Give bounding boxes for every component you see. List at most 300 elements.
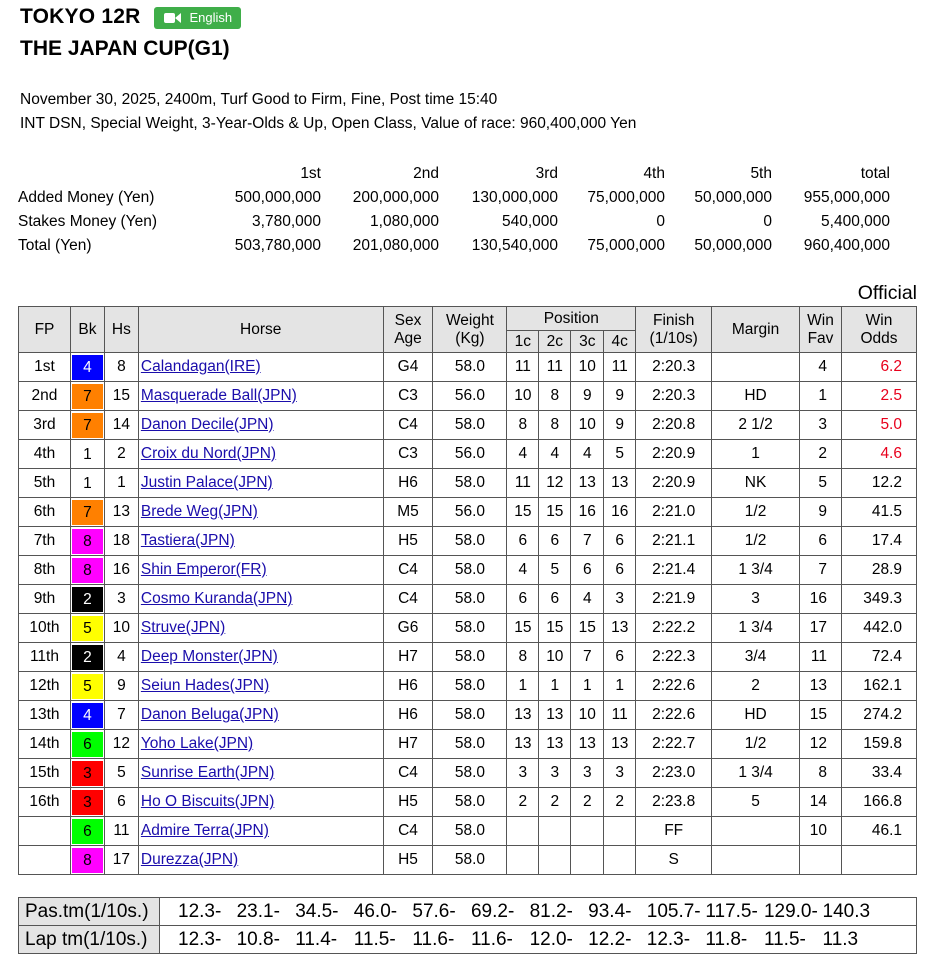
lap-time-value: 10.8- (236, 928, 280, 950)
win-odds-cell: 28.9 (841, 556, 916, 585)
margin-header: Margin (712, 307, 800, 353)
corner2-cell: 2 (539, 788, 571, 817)
corner1-cell: 13 (507, 701, 539, 730)
finish-cell: 2:20.3 (636, 382, 712, 411)
bracket-badge: 8 (72, 529, 103, 554)
hs-cell: 2 (104, 440, 138, 469)
fp-cell: 13th (19, 701, 71, 730)
race-conditions-line1: November 30, 2025, 2400m, Turf Good to Firm, Fine, Post time 15:40 (20, 91, 498, 108)
horse-link[interactable]: Danon Decile(JPN) (140, 416, 274, 433)
sex-age-cell: C4 (383, 556, 433, 585)
hs-cell: 1 (104, 469, 138, 498)
table-row (19, 353, 917, 382)
corner3-cell: 7 (571, 527, 604, 556)
corner1-cell: 6 (507, 585, 539, 614)
horse-link[interactable]: Tastiera(JPN) (140, 532, 235, 549)
hs-cell: 14 (104, 411, 138, 440)
horse-link[interactable]: Masquerade Ball(JPN) (140, 387, 297, 404)
corner2-cell (539, 846, 571, 875)
horse-cell (138, 382, 383, 411)
weight-unit: (Kg) (455, 329, 485, 347)
win-fav-header (800, 307, 842, 353)
finish-cell: 2:20.9 (636, 440, 712, 469)
prize-cell: 75,000,000 (587, 189, 665, 206)
horse-link[interactable]: Croix du Nord(JPN) (140, 445, 277, 462)
win-fav-cell: 1 (800, 382, 842, 411)
corner3-cell: 10 (571, 411, 604, 440)
finish-cell: 2:23.8 (636, 788, 712, 817)
win-odds-cell (841, 846, 916, 875)
bk-cell (70, 614, 104, 643)
passing-time-value: 81.2- (529, 900, 573, 922)
bracket-badge: 4 (72, 703, 103, 728)
finish-cell: 2:22.7 (636, 730, 712, 759)
sex-age-header (383, 307, 433, 353)
table-row (19, 614, 917, 643)
corner1-cell: 4 (507, 556, 539, 585)
sex-age-cell: H7 (383, 730, 433, 759)
bracket-badge: 3 (72, 761, 103, 786)
margin-cell (712, 353, 800, 382)
weight-cell: 58.0 (433, 411, 507, 440)
finish-cell: S (636, 846, 712, 875)
prize-row-stakes (18, 210, 890, 234)
bk-cell (70, 440, 104, 469)
win-fav-label: Win (807, 311, 834, 329)
horse-link[interactable]: Ho O Biscuits(JPN) (140, 793, 275, 810)
weight-cell: 58.0 (433, 788, 507, 817)
table-row (19, 817, 917, 846)
finish-cell: 2:22.2 (636, 614, 712, 643)
prize-cell: 503,780,000 (234, 237, 321, 254)
weight-cell: 58.0 (433, 469, 507, 498)
bk-cell (70, 469, 104, 498)
sex-age-cell: G6 (383, 614, 433, 643)
win-fav-cell: 12 (800, 730, 842, 759)
finish-cell: 2:20.8 (636, 411, 712, 440)
horse-cell (138, 817, 383, 846)
lap-time-value: 11.6- (412, 928, 455, 950)
corner2-cell: 15 (539, 614, 571, 643)
table-row (19, 701, 917, 730)
horse-cell (138, 730, 383, 759)
corner1-cell: 8 (507, 411, 539, 440)
horse-cell (138, 614, 383, 643)
corner3-cell: 6 (571, 556, 604, 585)
horse-link[interactable]: Seiun Hades(JPN) (140, 677, 270, 694)
margin-cell: 2 (712, 672, 800, 701)
sex-age-cell: H5 (383, 527, 433, 556)
corner2-cell: 4 (539, 440, 571, 469)
horse-cell (138, 701, 383, 730)
hs-cell: 7 (104, 701, 138, 730)
results-table (18, 306, 917, 875)
horse-cell (138, 788, 383, 817)
weight-cell: 58.0 (433, 846, 507, 875)
win-fav-cell: 4 (800, 353, 842, 382)
bracket-badge: 6 (72, 732, 103, 757)
corner3-header: 3c (571, 331, 604, 353)
corner3-cell: 9 (571, 382, 604, 411)
finish-header (636, 307, 712, 353)
win-odds-cell: 33.4 (841, 759, 916, 788)
finish-cell: 2:22.3 (636, 643, 712, 672)
bracket-badge: 3 (72, 790, 103, 815)
win-odds-cell: 6.2 (841, 353, 916, 382)
margin-cell: 2 1/2 (712, 411, 800, 440)
bracket-badge: 8 (72, 848, 103, 873)
lap-time-value: 12.0- (529, 928, 573, 950)
corner4-cell: 3 (604, 585, 636, 614)
margin-cell: 3/4 (712, 643, 800, 672)
lap-time-values (160, 926, 917, 954)
corner3-cell (571, 817, 604, 846)
sex-age-cell: H7 (383, 643, 433, 672)
margin-cell: 5 (712, 788, 800, 817)
sex-age-cell: C4 (383, 817, 433, 846)
horse-link[interactable]: Shin Emperor(FR) (140, 561, 267, 578)
sex-age-cell: C4 (383, 759, 433, 788)
corner1-cell: 8 (507, 643, 539, 672)
horse-link[interactable]: Admire Terra(JPN) (140, 822, 269, 839)
finish-cell: 2:20.9 (636, 469, 712, 498)
corner2-cell: 8 (539, 411, 571, 440)
results-header-row (19, 307, 917, 331)
bk-cell (70, 759, 104, 788)
corner4-cell: 16 (604, 498, 636, 527)
finish-cell: 2:21.0 (636, 498, 712, 527)
corner4-cell (604, 817, 636, 846)
lap-time-row (19, 926, 917, 954)
lap-time-value: 11.6- (470, 928, 513, 950)
passing-time-value: 46.0- (353, 900, 398, 922)
corner4-cell: 6 (604, 556, 636, 585)
win-odds-cell: 166.8 (841, 788, 916, 817)
sex-age-cell: C3 (383, 382, 433, 411)
weight-cell: 56.0 (433, 382, 507, 411)
passing-time-label: Pas.tm(1/10s.) (19, 898, 160, 926)
weight-cell: 58.0 (433, 527, 507, 556)
corner3-cell: 4 (571, 585, 604, 614)
table-row (19, 411, 917, 440)
passing-time-value: 12.3- (178, 900, 222, 922)
corner2-cell: 6 (539, 585, 571, 614)
corner4-cell: 3 (604, 759, 636, 788)
win-fav-cell: 16 (800, 585, 842, 614)
corner4-cell: 6 (604, 527, 636, 556)
corner4-cell: 11 (604, 353, 636, 382)
corner2-cell: 13 (539, 701, 571, 730)
margin-cell: 1/2 (712, 730, 800, 759)
sex-age-cell: H5 (383, 788, 433, 817)
horse-link[interactable]: Sunrise Earth(JPN) (140, 764, 275, 781)
bk-cell (70, 643, 104, 672)
win-odds-cell: 162.1 (841, 672, 916, 701)
prize-cell: 200,000,000 (352, 189, 439, 206)
margin-cell: 1 (712, 440, 800, 469)
english-video-button[interactable] (154, 7, 241, 29)
fp-cell: 3rd (19, 411, 71, 440)
position-header: Position (507, 307, 636, 331)
weight-cell: 56.0 (433, 440, 507, 469)
weight-cell: 58.0 (433, 672, 507, 701)
table-row (19, 498, 917, 527)
passing-time-value: 57.6- (412, 900, 456, 922)
hs-cell: 4 (104, 643, 138, 672)
prize-cell: 955,000,000 (803, 189, 890, 206)
bracket-badge: 6 (72, 819, 103, 844)
table-row (19, 382, 917, 411)
bk-cell (70, 817, 104, 846)
win-fav-cell: 8 (800, 759, 842, 788)
weight-cell: 58.0 (433, 585, 507, 614)
bk-cell (70, 846, 104, 875)
fp-cell: 11th (19, 643, 71, 672)
passing-time-value: 129.0- (763, 900, 818, 922)
win-odds-cell: 4.6 (841, 440, 916, 469)
fp-cell: 5th (19, 469, 71, 498)
corner4-cell: 13 (604, 730, 636, 759)
margin-cell: 1/2 (712, 527, 800, 556)
bk-cell (70, 788, 104, 817)
corner3-cell: 10 (571, 353, 604, 382)
prize-header-row (18, 162, 890, 186)
win-odds-cell: 72.4 (841, 643, 916, 672)
win-odds-header (841, 307, 916, 353)
finish-cell: 2:23.0 (636, 759, 712, 788)
hs-cell: 16 (104, 556, 138, 585)
bk-cell (70, 527, 104, 556)
margin-cell: HD (712, 382, 800, 411)
weight-cell: 58.0 (433, 353, 507, 382)
table-row (19, 440, 917, 469)
sex-age-cell: C4 (383, 411, 433, 440)
prize-cell: 0 (763, 213, 772, 230)
title-line (20, 5, 241, 29)
horse-cell (138, 498, 383, 527)
horse-cell (138, 469, 383, 498)
prize-cell: 3,780,000 (252, 213, 321, 230)
corner2-header: 2c (539, 331, 571, 353)
lap-time-value: 12.2- (588, 928, 632, 950)
hs-cell: 11 (104, 817, 138, 846)
bk-cell (70, 730, 104, 759)
prize-cell: 130,000,000 (471, 189, 558, 206)
weight-cell: 58.0 (433, 614, 507, 643)
hs-cell: 17 (104, 846, 138, 875)
table-row (19, 759, 917, 788)
win-fav-cell: 3 (800, 411, 842, 440)
horse-cell (138, 846, 383, 875)
horse-link[interactable]: Deep Monster(JPN) (140, 648, 278, 665)
corner2-cell: 3 (539, 759, 571, 788)
hs-cell: 15 (104, 382, 138, 411)
horse-link[interactable]: Yoho Lake(JPN) (140, 735, 254, 752)
english-button-label: English (189, 10, 233, 25)
passing-time-value: 93.4- (588, 900, 632, 922)
win-fav-cell: 6 (800, 527, 842, 556)
hs-cell: 9 (104, 672, 138, 701)
margin-cell: NK (712, 469, 800, 498)
passing-time-value: 34.5- (295, 900, 339, 922)
win-fav-cell: 10 (800, 817, 842, 846)
corner1-cell: 6 (507, 527, 539, 556)
corner2-cell: 15 (539, 498, 571, 527)
fp-cell: 15th (19, 759, 71, 788)
corner2-cell: 13 (539, 730, 571, 759)
bracket-badge: 7 (72, 500, 103, 525)
prize-row-label: Added Money (Yen) (18, 189, 155, 206)
bk-cell (70, 701, 104, 730)
prize-cell: 0 (656, 213, 665, 230)
win-odds-cell: 2.5 (841, 382, 916, 411)
horse-link[interactable]: Cosmo Kuranda(JPN) (140, 590, 293, 607)
lap-time-value: 11.3 (822, 928, 859, 950)
corner4-cell: 2 (604, 788, 636, 817)
fp-cell: 2nd (19, 382, 71, 411)
win-odds-cell: 17.4 (841, 527, 916, 556)
corner4-cell: 1 (604, 672, 636, 701)
lap-time-value: 11.4- (295, 928, 338, 950)
corner1-cell: 13 (507, 730, 539, 759)
corner2-cell: 6 (539, 527, 571, 556)
passing-time-value: 23.1- (236, 900, 280, 922)
corner4-cell: 13 (604, 614, 636, 643)
corner3-cell (571, 846, 604, 875)
prize-col-5th: 5th (750, 165, 772, 182)
win-fav-cell: 9 (800, 498, 842, 527)
passing-time-value: 105.7- (646, 900, 701, 922)
horse-cell (138, 440, 383, 469)
table-row (19, 556, 917, 585)
horse-link[interactable]: Struve(JPN) (140, 619, 226, 636)
sex-age-cell: C4 (383, 585, 433, 614)
horse-cell (138, 672, 383, 701)
prize-cell: 50,000,000 (694, 189, 772, 206)
horse-link[interactable]: Brede Weg(JPN) (140, 503, 258, 520)
sex-age-cell: G4 (383, 353, 433, 382)
finish-header-label: Finish (652, 311, 695, 329)
table-row (19, 643, 917, 672)
bracket-badge: 1 (72, 442, 103, 467)
hs-cell: 10 (104, 614, 138, 643)
sex-age-cell: H5 (383, 846, 433, 875)
fp-cell: 8th (19, 556, 71, 585)
hs-cell: 6 (104, 788, 138, 817)
weight-header (433, 307, 507, 353)
margin-cell (712, 817, 800, 846)
sex-age-cell: H6 (383, 701, 433, 730)
fp-cell (19, 817, 71, 846)
finish-cell: 2:21.9 (636, 585, 712, 614)
hs-header: Hs (104, 307, 138, 353)
corner1-cell: 11 (507, 353, 539, 382)
weight-cell: 58.0 (433, 730, 507, 759)
official-label: Official (857, 282, 917, 304)
bracket-badge: 5 (72, 674, 103, 699)
prize-row-total (18, 234, 890, 258)
fp-cell: 14th (19, 730, 71, 759)
lap-time-value: 11.5- (763, 928, 806, 950)
margin-cell (712, 846, 800, 875)
corner4-cell: 9 (604, 411, 636, 440)
corner3-cell: 13 (571, 730, 604, 759)
race-conditions-line2: INT DSN, Special Weight, 3-Year-Olds & Up, Open Class, Value of race: 960,400,000 Yen (20, 115, 637, 132)
win-fav-cell: 14 (800, 788, 842, 817)
horse-link[interactable]: Justin Palace(JPN) (140, 474, 273, 491)
corner1-cell: 1 (507, 672, 539, 701)
corner1-cell: 11 (507, 469, 539, 498)
corner2-cell: 12 (539, 469, 571, 498)
horse-link[interactable]: Durezza(JPN) (140, 851, 239, 868)
margin-cell: 1 3/4 (712, 556, 800, 585)
margin-cell: 1/2 (712, 498, 800, 527)
corner3-cell: 15 (571, 614, 604, 643)
prize-cell: 540,000 (501, 213, 558, 230)
passing-time-value: 117.5- (705, 900, 758, 922)
corner3-cell: 7 (571, 643, 604, 672)
margin-cell: HD (712, 701, 800, 730)
lap-time-value: 12.3- (646, 928, 691, 950)
hs-cell: 3 (104, 585, 138, 614)
fp-cell: 7th (19, 527, 71, 556)
corner4-cell: 5 (604, 440, 636, 469)
corner1-cell (507, 817, 539, 846)
prize-cell: 5,400,000 (821, 213, 890, 230)
bracket-badge: 1 (72, 471, 103, 496)
bk-cell (70, 498, 104, 527)
passing-time-values (160, 898, 917, 926)
hs-cell: 12 (104, 730, 138, 759)
weight-cell: 58.0 (433, 759, 507, 788)
corner2-cell: 8 (539, 382, 571, 411)
sex-age-cell: C3 (383, 440, 433, 469)
horse-cell (138, 585, 383, 614)
prize-col-2nd: 2nd (413, 165, 439, 182)
horse-link[interactable]: Danon Beluga(JPN) (140, 706, 279, 723)
sex-age-cell: H6 (383, 672, 433, 701)
horse-link[interactable]: Calandagan(IRE) (140, 358, 261, 375)
bk-header: Bk (70, 307, 104, 353)
corner4-cell (604, 846, 636, 875)
prize-cell: 50,000,000 (694, 237, 772, 254)
weight-header-label: Weight (445, 311, 494, 329)
fp-cell: 16th (19, 788, 71, 817)
corner3-cell: 3 (571, 759, 604, 788)
finish-cell: FF (636, 817, 712, 846)
corner3-cell: 16 (571, 498, 604, 527)
margin-cell: 3 (712, 585, 800, 614)
horse-cell (138, 353, 383, 382)
bracket-badge: 7 (72, 384, 103, 409)
win-odds-cell: 12.2 (841, 469, 916, 498)
bk-cell (70, 411, 104, 440)
fp-cell: 1st (19, 353, 71, 382)
prize-cell: 500,000,000 (234, 189, 321, 206)
sex-age-cell: M5 (383, 498, 433, 527)
corner3-cell: 4 (571, 440, 604, 469)
win-odds-cell: 41.5 (841, 498, 916, 527)
results-body (19, 353, 917, 875)
prize-cell: 960,400,000 (803, 237, 890, 254)
win-odds-cell: 349.3 (841, 585, 916, 614)
bk-cell (70, 585, 104, 614)
horse-cell (138, 411, 383, 440)
finish-cell: 2:21.1 (636, 527, 712, 556)
horse-header: Horse (138, 307, 383, 353)
prize-col-1st: 1st (300, 165, 321, 182)
prize-row-added (18, 186, 890, 210)
